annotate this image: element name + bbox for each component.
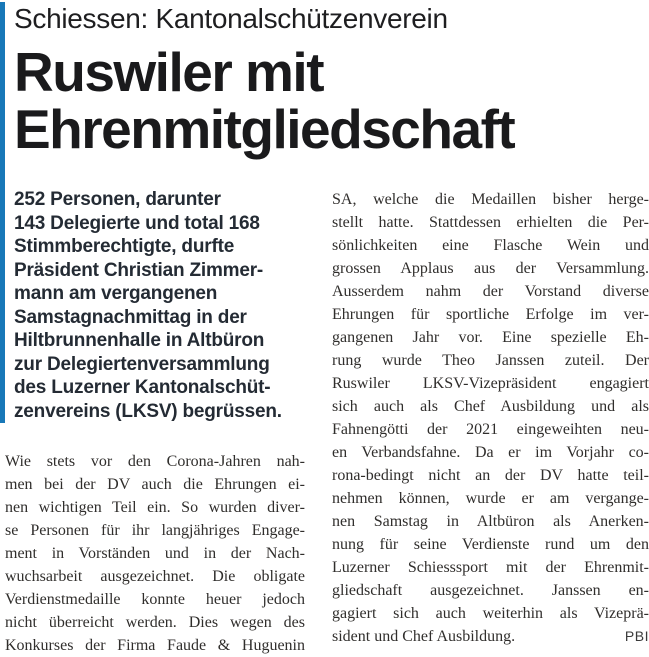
lead-line: 252 Personen, darunter: [14, 189, 221, 210]
body-line: rona-bedingt nicht an der DV hatte teil-: [332, 467, 649, 484]
body-line: gagiert sich auch weiterhin als Vizeprä-: [332, 605, 649, 622]
column-right: [332, 188, 649, 648]
lead-line: Präsident Christian Zimmer-: [14, 259, 264, 281]
article-columns: [5, 188, 649, 657]
author-byline: PBI: [624, 628, 649, 644]
article-headline: [14, 41, 649, 160]
body-line: se Personen für ihr langjähriges Engage-: [5, 522, 305, 539]
body-line: grossen Applaus aus der Versammlung.: [332, 260, 649, 277]
body-line: nehmen können, wurde er am vergange-: [332, 490, 649, 507]
article-lead: [5, 188, 305, 423]
body-line: sönlichkeiten eine Flasche Wein und: [332, 237, 649, 254]
body-line: Fahnengötti der 2021 eingeweihten neu-: [332, 421, 649, 438]
body-line: nung für seine Verdienste rund um den: [332, 536, 649, 553]
body-line: Luzerner Schiesssport mit der Ehrenmit-: [332, 559, 649, 576]
lead-line: Samstagnachmittag in der: [14, 306, 247, 328]
lead-line: Stimmberechtigte, durfte: [14, 236, 235, 257]
body-line: en Verbandsfahne. Da er im Vorjahr co-: [332, 444, 649, 461]
body-text-left: [5, 450, 305, 657]
lead-line: Hiltbrunnenhalle in Altbüron: [14, 330, 265, 351]
body-line: stellt hatte. Stattdessen erhielten die Per-: [332, 214, 649, 231]
headline-line-1: Ruswiler mit: [14, 41, 324, 103]
lead-line: zur Delegiertenversammlung: [14, 353, 270, 375]
body-line: Wie stets vor den Corona-Jahren nah-: [5, 453, 305, 470]
body-line: nen Samstag in Altbüron als Anerken-: [332, 513, 649, 530]
accent-bar: [0, 2, 5, 423]
lead-line: zenvereins (LKSV) begrüssen.: [14, 400, 282, 422]
body-text-right: [332, 188, 649, 625]
body-line: Ausserdem nahm der Vorstand diverse: [332, 283, 649, 300]
body-line: gangenen Jahr vor. Eine spezielle Eh-: [332, 329, 649, 346]
body-line: Ehrungen für sportliche Erfolge im ver-: [332, 306, 649, 323]
body-line: nicht überreicht werden. Dies wegen des: [5, 614, 305, 631]
lead-line: des Luzerner Kantonalschüt-: [14, 377, 271, 398]
body-line: ment in Vorständen und in der Nach-: [5, 545, 305, 562]
body-line: Verdienstmedaille konnte heuer jedoch: [5, 591, 305, 608]
body-line: rung wurde Theo Janssen zuteil. Der: [332, 352, 649, 369]
newspaper-article: [0, 2, 649, 657]
body-line: Ruswiler LKSV-Vizepräsident engagiert: [332, 375, 649, 392]
column-left: [5, 188, 305, 657]
body-line: men bei der DV auch die Ehrungen ei-: [5, 476, 305, 493]
body-line: wuchsarbeit ausgezeichnet. Die obligate: [5, 568, 305, 585]
lead-line: 143 Delegierte und total 168: [14, 212, 260, 234]
body-line: SA, welche die Medaillen bisher herge-: [332, 191, 649, 208]
headline-line-2: Ehrenmitgliedschaft: [14, 98, 515, 160]
body-final-line: [332, 625, 649, 648]
body-line: sich auch als Chef Ausbildung und als: [332, 398, 649, 415]
lead-line: mann am vergangenen: [14, 283, 218, 304]
body-line: Konkurses der Firma Faude & Huguenin: [5, 637, 305, 654]
body-line: gliedschaft ausgezeichnet. Janssen en-: [332, 582, 649, 599]
article-kicker: Schiessen: Kantonalschützenverein: [14, 3, 448, 34]
body-final-text: sident und Chef Ausbildung.: [332, 628, 516, 645]
body-line: nen wichtigen Teil ein. So wurden diver-: [5, 499, 305, 516]
